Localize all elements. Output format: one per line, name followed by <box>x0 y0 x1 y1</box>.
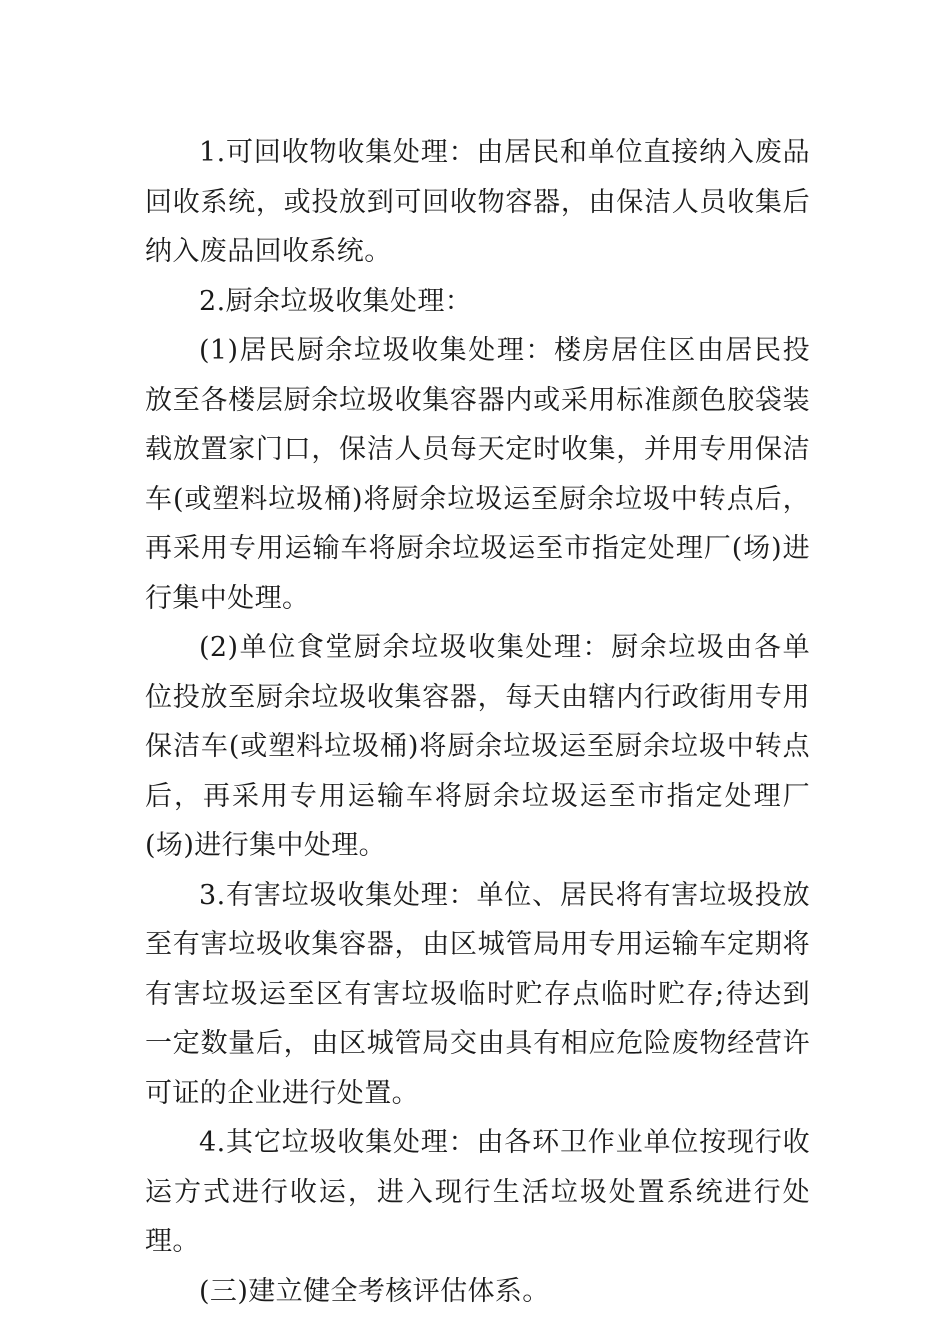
paragraph-recyclables: 1.可回收物收集处理：由居民和单位直接纳入废品回收系统，或投放到可回收物容器，由保洁人员收集后纳入废品回收系统。 <box>145 137 810 267</box>
paragraph-kitchen-waste-heading: 2.厨余垃圾收集处理： <box>199 285 473 317</box>
paragraph-canteen-kitchen-waste: (2)单位食堂厨余垃圾收集处理：厨余垃圾由各单位投放至厨余垃圾收集容器，每天由辖内行政街用专用保洁车(或塑料垃圾桶)将厨余垃圾运至厨余垃圾中转点后，再采用专用运输车将厨余垃圾运至市指定处理厂(场)进行集中处理。 <box>145 632 810 861</box>
document-body <box>145 128 810 1316</box>
paragraph-resident-kitchen-waste: (1)居民厨余垃圾收集处理：楼房居住区由居民投放至各楼层厨余垃圾收集容器内或采用标准颜色胶袋装载放置家门口，保洁人员每天定时收集，并用专用保洁车(或塑料垃圾桶)将厨余垃圾运至厨余垃圾中转点后，再采用专用运输车将厨余垃圾运至市指定处理厂(场)进行集中处理。 <box>145 335 810 614</box>
paragraph-other-waste: 4.其它垃圾收集处理：由各环卫作业单位按现行收运方式进行收运，进入现行生活垃圾处置系统进行处理。 <box>145 1127 810 1257</box>
paragraph-hazardous-waste: 3.有害垃圾收集处理：单位、居民将有害垃圾投放至有害垃圾收集容器，由区城管局用专用运输车定期将有害垃圾运至区有害垃圾临时贮存点临时贮存;待达到一定数量后，由区城管局交由具有相应危险废物经营许可证的企业进行处置。 <box>145 879 810 1109</box>
section-heading-assessment: (三)建立健全考核评估体系。 <box>199 1275 550 1307</box>
